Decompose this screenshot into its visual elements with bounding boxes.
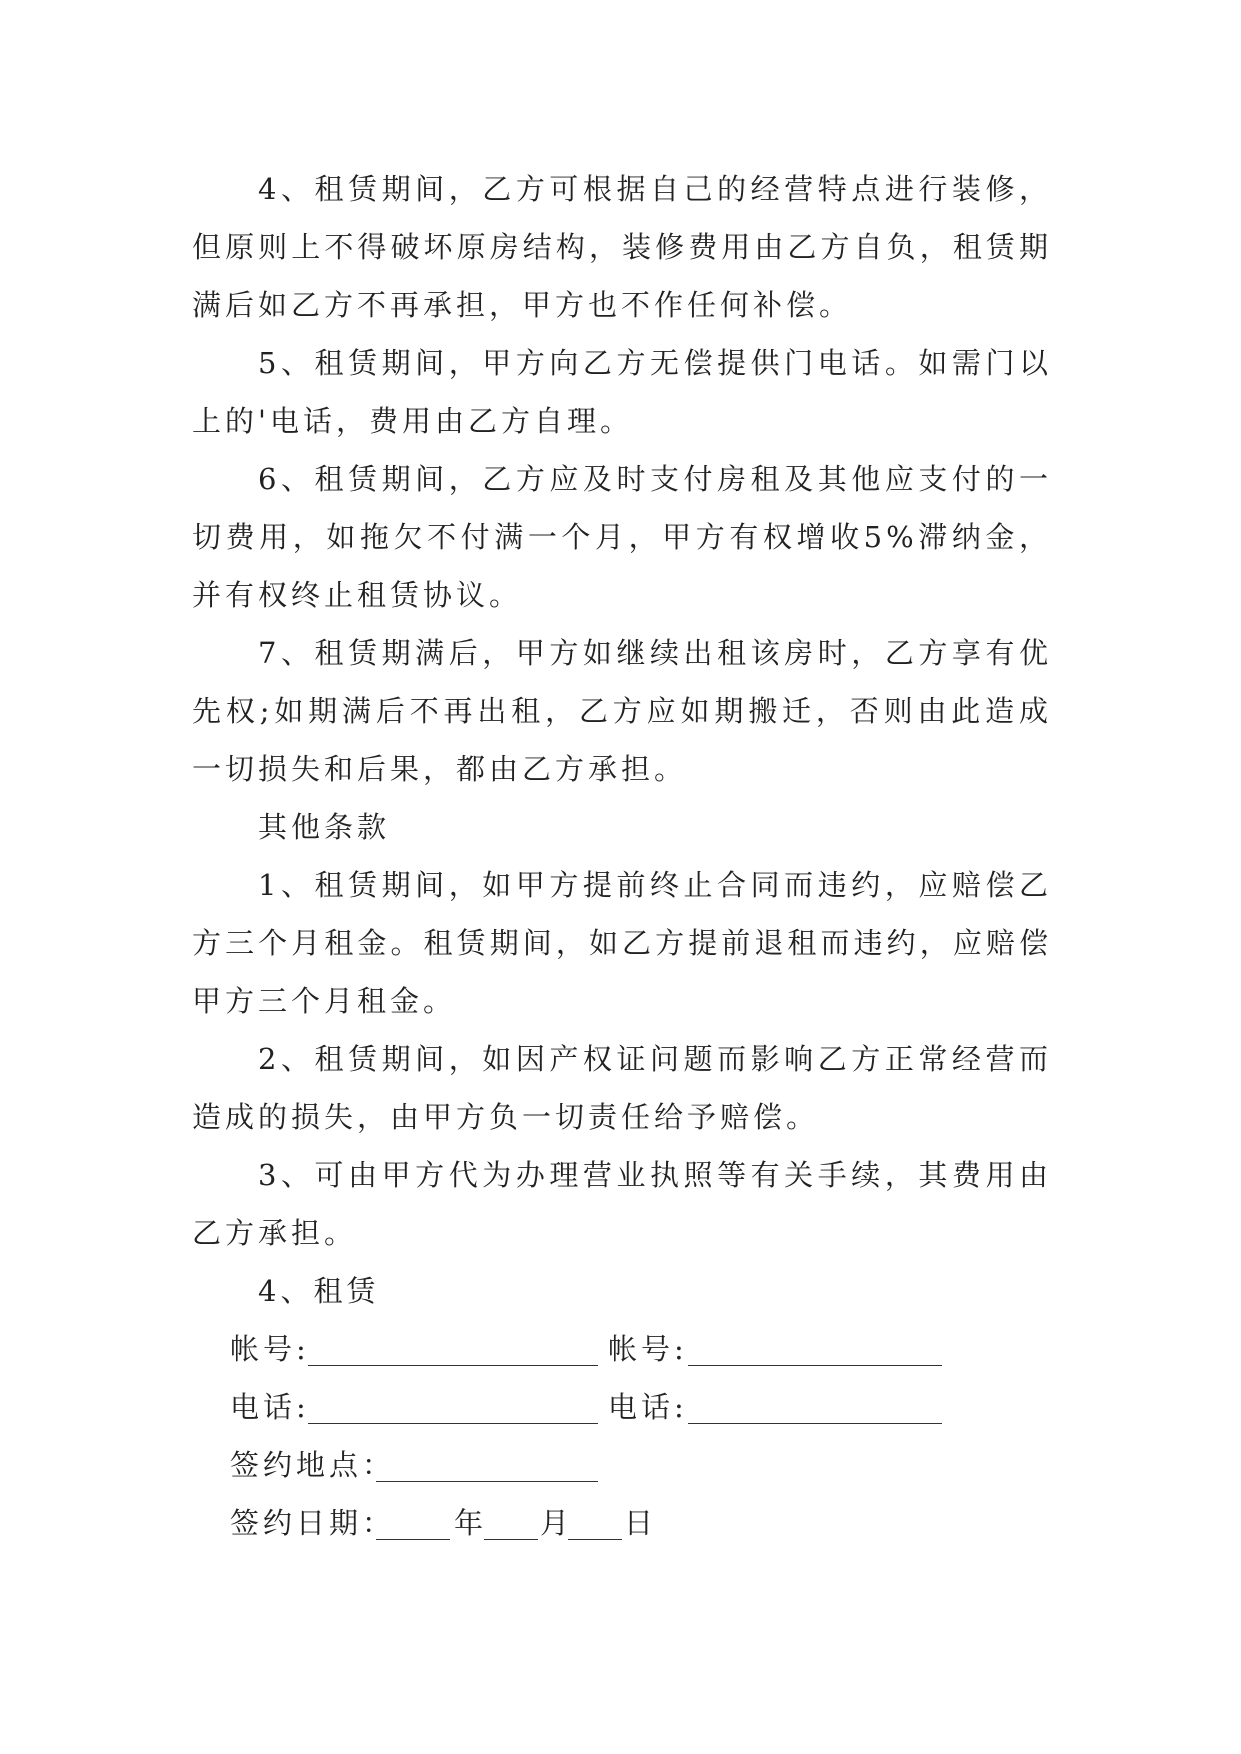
other-term-1-paragraph: 1、租赁期间，如甲方提前终止合同而违约，应赔偿乙方三个月租金。租赁期间，如乙方提前退租而违约，应赔偿甲方三个月租金。 xyxy=(192,868,1052,1018)
phone-row xyxy=(192,1378,1052,1436)
sign-date-label: 签约日期： xyxy=(230,1506,396,1540)
day-label: 日 xyxy=(624,1506,658,1540)
clause-4-paragraph: 4、租赁期间，乙方可根据自己的经营特点进行装修，但原则上不得破坏原房结构，装修费用由乙方自负，租赁期满后如乙方不再承担，甲方也不作任何补偿。 xyxy=(192,172,1052,322)
sign-place-blank xyxy=(376,1481,598,1482)
phone-blank-party-a xyxy=(308,1423,598,1424)
phone-label-party-a: 电话: xyxy=(230,1390,310,1424)
year-blank xyxy=(376,1539,450,1540)
sign-place-row xyxy=(192,1436,1052,1494)
day-blank xyxy=(568,1539,622,1540)
account-blank-party-b xyxy=(688,1365,942,1366)
year-label: 年 xyxy=(454,1506,488,1540)
clause-5-paragraph: 5、租赁期间，甲方向乙方无偿提供门电话。如需门以上的'电话，费用由乙方自理。 xyxy=(192,346,1052,438)
clause-7-paragraph: 7、租赁期满后，甲方如继续出租该房时，乙方享有优先权;如期满后不再出租，乙方应如期搬迁，否则由此造成一切损失和后果，都由乙方承担。 xyxy=(192,636,1052,786)
other-terms-heading: 其他条款 xyxy=(258,810,391,844)
item-4-label: 4、租赁 xyxy=(258,1274,380,1308)
clause-6-paragraph: 6、租赁期间，乙方应及时支付房租及其他应支付的一切费用，如拖欠不付满一个月，甲方有权增收5%滞纳金，并有权终止租赁协议。 xyxy=(192,462,1052,612)
sign-date-row xyxy=(192,1494,1052,1552)
other-term-2-paragraph: 2、租赁期间，如因产权证问题而影响乙方正常经营而造成的损失，由甲方负一切责任给予赔偿。 xyxy=(192,1042,1052,1134)
account-blank-party-a xyxy=(308,1365,598,1366)
month-blank xyxy=(484,1539,538,1540)
account-row xyxy=(192,1320,1052,1378)
phone-label-party-b: 电话: xyxy=(608,1390,688,1424)
account-label-party-b: 帐号: xyxy=(608,1332,688,1366)
sign-place-label: 签约地点： xyxy=(230,1448,396,1482)
phone-blank-party-b xyxy=(688,1423,942,1424)
document-page xyxy=(192,160,1052,1552)
other-term-3-paragraph: 3、可由甲方代为办理营业执照等有关手续，其费用由乙方承担。 xyxy=(192,1158,1052,1250)
account-label-party-a: 帐号: xyxy=(230,1332,310,1366)
month-label: 月 xyxy=(540,1506,574,1540)
